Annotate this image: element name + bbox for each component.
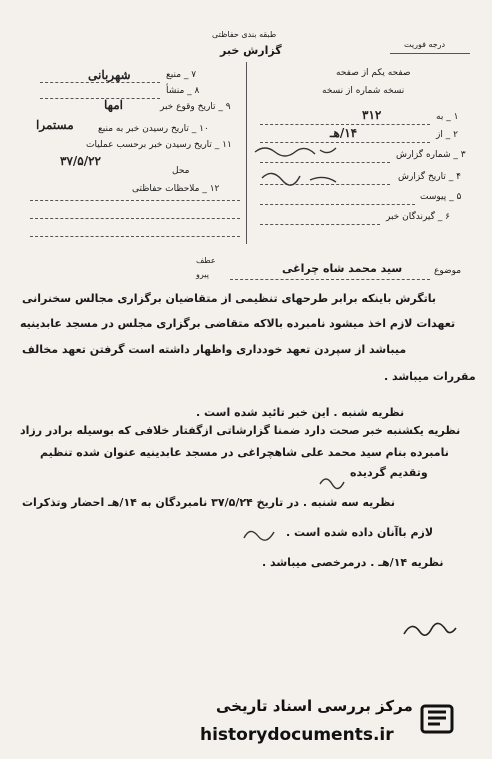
from-value: ۱۴/هـ [330,126,358,140]
note-line: نظریه شنبه . این خبر تائید شده است . [196,406,405,419]
recipients-label: ۶ _ گیرندگان خبر [386,212,451,222]
source-label: ۷ _ منبع [166,70,197,80]
note-line: نظریه یکشنبه خبر صحت دارد ضمنا گزارشاتی ازگفتار خلافی که بوسیله برادر رزاد [20,424,461,437]
archive-center-name: مرکز بررسی اسناد تاریخی [216,697,413,715]
signature [400,614,460,644]
document-title: گزارش خبر [220,44,282,57]
report-date-label: ۴ _ تاریخ گزارش [398,172,461,182]
note-line: نامبرده بنام سید محمد علی شاهچراغی در مسجد عابدینیه عنوان شده تنظیم [40,446,449,459]
follow-up-label: پیرو [196,270,209,279]
note-line: لازم باآنان داده شده است . [286,526,434,539]
to-value: ۳۱۲ [362,108,382,122]
receipt-date-label: ۱۰ _ تاریخ رسیدن خبر به منبع [98,124,209,134]
archive-logo-icon [418,700,458,740]
initials-scribble [240,524,280,544]
subject-label: موضوع [434,266,462,276]
urgency-label: درجه فوریت [404,40,446,49]
to-label: ۱ _ به [436,112,459,122]
note-line: نظریه سه شنبه . در تاریخ ۳۷/۵/۲۴ نامبردگان به ۱۴/هـ احضار وتذکرات [22,496,395,509]
body-line: باتگرش باینکه برابر طرحهای تنظیمی از متقاضیان برگزاری مجالس سخنرانی [22,292,437,305]
security-notes-label: ۱۲ _ ملاحظات حفاظتی [132,184,220,194]
place-label: محل [172,166,190,176]
note-line: نظریه ۱۴/هـ . درمرخصی میباشد . [262,556,444,569]
from-label: ۲ _ از [436,130,458,140]
reference-label: عطف [196,256,216,265]
copy-number-label: نسخه شماره از نسخه [322,86,405,96]
ops-date-value: ۳۷/۵/۲۲ [60,154,101,168]
subject-value: سید محمد شاه چراغی [282,262,403,275]
note-line: وتقدیم گردیده [350,466,428,479]
page-count-label: صفحه یکم از صفحه [336,68,411,78]
event-date-label: ۹ _ تاریخ وقوع خبر [160,102,231,112]
body-line: میباشد از سپردن تعهد خودداری واظهار داشته است گرفتن تعهد مخالف [22,343,407,356]
handwriting-scribble [250,140,370,190]
source-value: شهربانی [88,68,131,82]
receipt-date-value: مستمرا [36,118,74,132]
initials-scribble [318,474,348,490]
ops-date-label: ۱۱ _ تاریخ رسیدن خبر برحسب عملیات [86,140,232,150]
origin-label: ۸ _ منشأ [166,86,200,96]
archive-website: historydocuments.ir [200,725,394,745]
classification-label: طبقه بندی حفاظتی [212,30,277,39]
event-date-value: امها [104,98,123,112]
report-number-label: ۳ _ شماره گزارش [396,150,466,160]
body-line: مقررات میباشد . [384,370,476,383]
body-line: تعهدات لازم اخذ میشود نامبرده بالاکه متقاضی برگزاری مجلس در مسجد عابدینیه [20,317,456,330]
attachment-label: ۵ _ پیوست [420,192,462,202]
